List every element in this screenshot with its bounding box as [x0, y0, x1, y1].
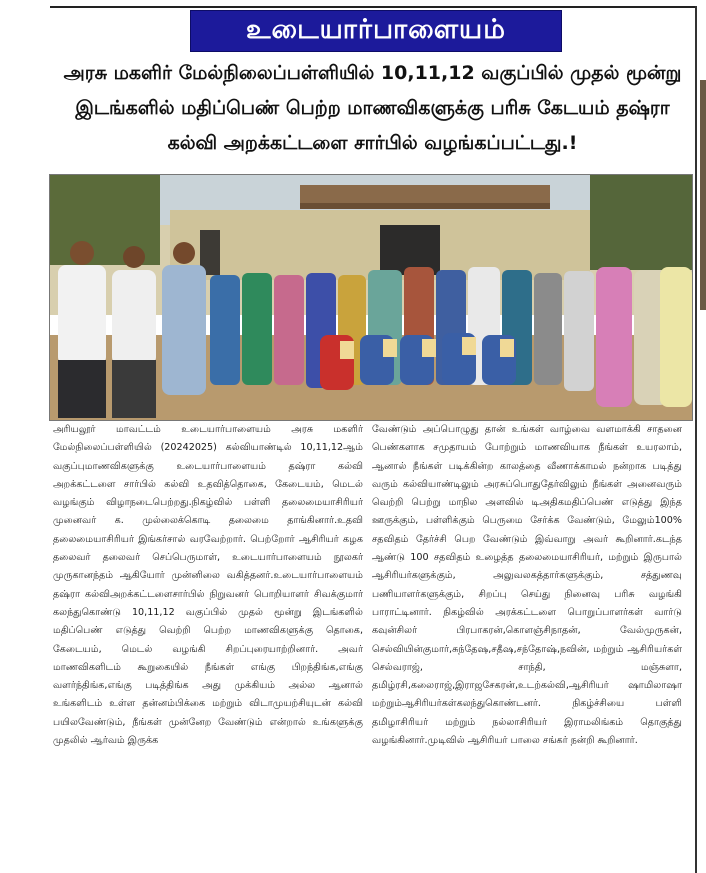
article-paragraph: அரியலூர் மாவட்டம் உடையார்பாளையம் அரசு மகளிர் மேல்நிலைப்பள்ளியில் (20242025) கல்வியாண்டில் 10,11,12ஆம் வகுப்புமாணவிகளுக்கு உடையார்பாளையம் தஷ்ரா கல்வி அறக்கட்டளை சார்பில் கல்வி உதவித்தொகை, கேடையம், மெடல் வழங்கும் விழாநடைபெற்றது.நிகழ்வில் பள்ளி தலைமையாசிரியர் முனைவர் க. முல்லைக்கொடி தலைமை தாங்கினார்.உதவி தலைமையாசிரியர் இங்கர்சால் வரவேற்றார். பெற்றோர் ஆசிரியர் கழக தலைவர் தலைவர் செப்பெருமாள், உடையார்பாளையம் நூலகர் முருகானந்தம் ஆகியோர் முன்னிலை வகித்தனர்.உடையார்பாளையம் தஷ்ரா கல்விஅறக்கட்டளைசார்பில் நிறுவனர் பொறியாளர் சிவக்குமார் கலந்துகொண்டு 10,11,12 வகுப்பில் முதல் மூன்று இடங்களில் மதிப்பெண் எடுத்து வெற்றி பெற்ற மாணவிகளுக்கு தொகை, கேடையம், மெடல் வழங்கி சிறப்புரையாற்றினார். அவர் மாணவிகளிடம் கூறுகையில் நீங்கள் எங்கு பிறந்திங்க,எங்கு வளர்ந்திங்க,எங்கு படித்திங்க அது முக்கியம் அல்ல ஆனால் உங்களிடம் உள்ள தன்னம்பிக்கை மற்றும் விடாமுயற்சியுடன் கல்வி பயிலவேண்டும், நீங்கள் முன்னேற வேண்டும் என்றால் உங்களுக்கு முதலில் ஆர்வம் இருக்க — [53, 424, 363, 747]
article-paragraph: வேண்டும் அப்பொழுது தான் உங்கள் வாழ்வை வளமாக்கி சாதனை பெண்களாக சமுதாயம் போற்றும் மாணவியாக நீங்கள் உயரலாம், ஆனால் நீங்கள் படிக்கின்ற காலத்தை வீணாக்காமல் நன்றாக படித்து வரும் கல்வியாண்டிலும் அரசுப்பொதுதேர்விலும் நீங்கள் அனைவரும் வெற்றி பெற்று மாநில அளவில் டிஅதிகமதிப்பெண் எடுத்து இந்த ஊருக்கும், பள்ளிக்கும் பெருமை சேர்க்க வேண்டும், மேலும்100% சதவிதம் தேர்ச்சி பெற வேண்டும் இவ்வாறு அவர் கூறினார்.கடந்த ஆண்டு 100 சதவிதம் உழைத்த தலைமையாசிரியர், மற்றும் இருபால் ஆசிரியர்களுக்கும், அலுவலகத்தார்களுக்கும், சத்துணவு பணியாளர்களுக்கும், சிறப்பு செய்து நினைவு பரிசு வழங்கி பாராட்டினார். நிகழ்வில் அரக்கட்டளை பொறுப்பாளர்கள் வார்டு கவுன்சிலர் பிரபாகரன்,கொளஞ்சிநாதன், வேல்முருகன், செல்வியின்குமார்,சுந்தேஷ,சதீஷ,சந்தோஷ்,நவின், மற்றும் ஆசிரியர்கள் செல்வராஜ், சாந்தி, மஞ்சுளா, தமிழ்ரசி,கலைராஜ்,இராஜசேகரன்,உடற்கல்வி,ஆசிரியர் ஷாமிலாஷா மற்றும்ஆசிரியர்கள்கலந்துகொண்டனர். நிகழ்ச்சியை பள்ளி தமிழாசிரியர் மற்றும் நல்லாசிரியர் இராமலிங்கம் தொகுத்து வழங்கினார்.முடிவில் ஆசிரியர் பாலை சங்கர் நன்றி கூறினார். — [372, 424, 682, 747]
headline-line: அரசு மகளிர் மேல்நிலைப்பள்ளியில் 10,11,12 வகுப்பில் முதல் மூன்று — [63, 62, 682, 84]
column-rule — [695, 6, 697, 873]
article-column-right — [372, 421, 682, 861]
headline-line: இடங்களில் மதிப்பெண் பெற்ற மாணவிகளுக்கு பரிசு கேடயம் தஷ்ரா — [75, 97, 670, 119]
top-rule — [50, 6, 695, 8]
headline-line: கல்வி அறக்கட்டளை சார்பில் வழங்கப்பட்டது.! — [167, 132, 578, 154]
group-photo — [49, 174, 693, 421]
headline — [50, 56, 695, 161]
article-column-left — [53, 421, 363, 861]
adjacent-photo-edge — [700, 80, 706, 310]
location-banner: உடையார்பாளையம் — [190, 10, 562, 52]
